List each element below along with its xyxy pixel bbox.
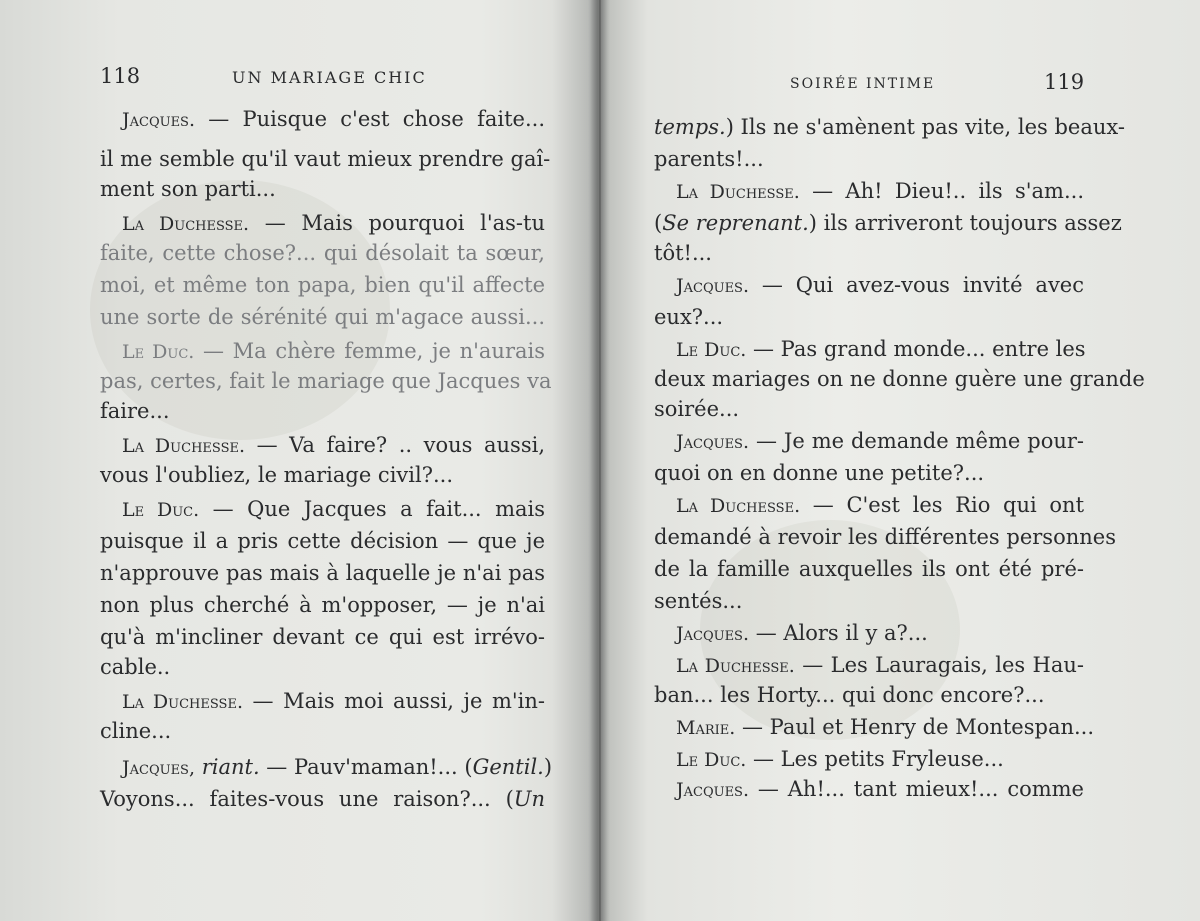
text-line: non plus cherché à m'opposer, — je n'ai xyxy=(100,593,545,617)
text-line: quoi on en donne une petite?... xyxy=(654,461,985,485)
text-line: Jacques. — Je me demande même pour- xyxy=(676,429,1084,453)
text-line: demandé à revoir les différentes personnes xyxy=(654,525,1116,549)
left-page xyxy=(0,0,598,921)
text-line: Marie. — Paul et Henry de Montespan... xyxy=(676,715,1095,739)
running-title: SOIRÉE INTIME xyxy=(790,76,936,92)
text-line: Le Duc. — Ma chère femme, je n'aurais xyxy=(122,339,546,363)
page-text xyxy=(0,0,598,921)
text-line: il me semble qu'il vaut mieux prendre gaî- xyxy=(100,147,551,171)
text-line: Le Duc. — Pas grand monde... entre les xyxy=(676,337,1086,361)
text-line: qu'à m'incliner devant ce qui est irrévo- xyxy=(100,625,545,649)
text-line: sentés... xyxy=(654,589,743,613)
text-line: La Duchesse. — C'est les Rio qui ont xyxy=(676,493,1085,517)
text-line: ment son parti... xyxy=(100,177,276,201)
text-line: vous l'oubliez, le mariage civil?... xyxy=(100,463,453,487)
text-line: ban... les Horty... qui donc encore?... xyxy=(654,683,1045,707)
text-line: (Se reprenant.) ils arriveront toujours assez xyxy=(654,211,1122,235)
text-line: Jacques, riant. — Pauv'maman!... (Gentil.) xyxy=(122,755,553,779)
right-page xyxy=(602,0,1200,921)
text-line: de la famille auxquelles ils ont été pré- xyxy=(654,557,1084,581)
text-line: faire... xyxy=(100,399,170,423)
text-line: La Duchesse. — Va faire? .. vous aussi, xyxy=(122,433,545,457)
text-line: cable.. xyxy=(100,655,171,679)
text-line: La Duchesse. — Ah! Dieu!.. ils s'am... xyxy=(676,179,1084,203)
text-line: soirée... xyxy=(654,397,740,421)
page-number: 119 xyxy=(1044,70,1085,94)
text-line: eux?... xyxy=(654,305,724,329)
text-line: puisque il a pris cette décision — que je xyxy=(100,529,545,553)
text-line: cline... xyxy=(100,719,172,743)
page-number: 118 xyxy=(100,64,141,88)
text-line: La Duchesse. — Les Lauragais, les Hau- xyxy=(676,653,1084,677)
text-line: deux mariages on ne donne guère une grande xyxy=(654,367,1145,391)
text-line: parents!... xyxy=(654,147,764,171)
text-line: La Duchesse. — Mais pourquoi l'as-tu xyxy=(122,211,545,235)
text-line: tôt!... xyxy=(654,241,712,265)
text-line: pas, certes, fait le mariage que Jacques va xyxy=(100,369,552,393)
text-line: Jacques. — Puisque c'est chose faite... xyxy=(122,107,545,131)
text-line: Le Duc. — Que Jacques a fait... mais xyxy=(122,497,546,521)
running-title: UN MARIAGE CHIC xyxy=(232,68,427,87)
text-line: La Duchesse. — Mais moi aussi, je m'in- xyxy=(122,689,546,713)
text-line: temps.) Ils ne s'amènent pas vite, les beaux- xyxy=(654,115,1125,139)
text-line: Voyons... faites-vous une raison?... (Un xyxy=(100,787,545,811)
text-line: une sorte de sérénité qui m'agace aussi... xyxy=(100,305,545,329)
text-line: n'approuve pas mais à laquelle je n'ai pas xyxy=(100,561,545,585)
text-line: Jacques. — Alors il y a?... xyxy=(676,621,928,645)
page-text xyxy=(602,0,1200,921)
text-line: Jacques. — Qui avez-vous invité avec xyxy=(676,273,1084,297)
text-line: moi, et même ton papa, bien qu'il affecte xyxy=(100,273,545,297)
text-line: Le Duc. — Les petits Fryleuse... xyxy=(676,747,1004,771)
text-line: Jacques. — Ah!... tant mieux!... comme xyxy=(676,777,1084,801)
text-line: faite, cette chose?... qui désolait ta sœur, xyxy=(100,241,545,265)
